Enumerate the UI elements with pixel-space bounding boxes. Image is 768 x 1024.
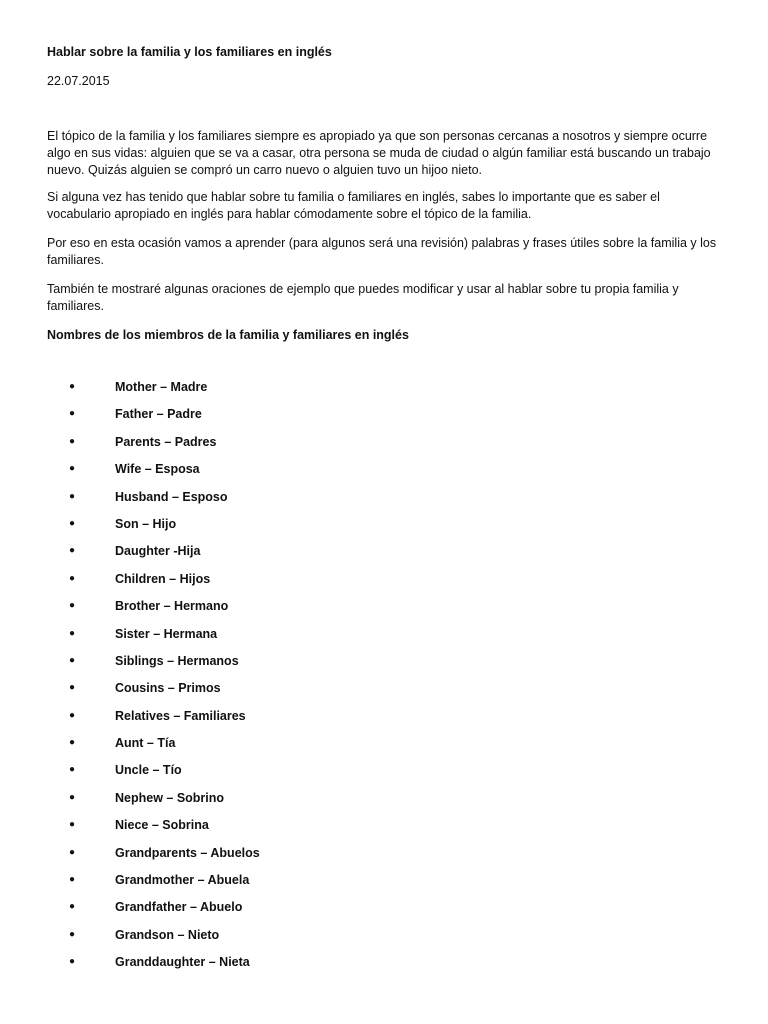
list-item bbox=[47, 735, 719, 762]
vocabulary-term: Granddaughter – Nieta bbox=[115, 955, 250, 970]
vocabulary-term: Siblings – Hermanos bbox=[115, 653, 239, 668]
bullet-icon: ● bbox=[69, 545, 76, 557]
document-title: Hablar sobre la familia y los familiares en inglés bbox=[47, 45, 332, 59]
list-item bbox=[47, 872, 719, 899]
vocabulary-term: Children – Hijos bbox=[115, 571, 211, 586]
list-item bbox=[47, 899, 719, 926]
vocabulary-term: Wife – Esposa bbox=[115, 462, 200, 477]
bullet-icon: ● bbox=[69, 901, 76, 913]
bullet-icon: ● bbox=[69, 627, 76, 639]
vocabulary-term: Son – Hijo bbox=[115, 516, 177, 531]
document-page bbox=[47, 44, 719, 982]
bullet-icon: ● bbox=[69, 791, 76, 803]
bullet-icon: ● bbox=[69, 381, 76, 392]
vocabulary-term: Grandparents – Abuelos bbox=[115, 845, 260, 860]
list-item bbox=[47, 543, 719, 570]
paragraph-intro: El tópico de la familia y los familiares siempre es apropiado ya que son personas cercanas a nosotros y siempre ocurre algo en sus vidas: alguien que se va a casar, otra persona se muda de ciudad o algún familiar está buscando un trabajo nuevo. Quizás alguien se compró un carro nuevo o alguien tuvo un hijoo nieto. bbox=[47, 129, 711, 177]
list-item bbox=[47, 790, 719, 817]
document-date: 22.07.2015 bbox=[47, 74, 110, 88]
list-item bbox=[47, 817, 719, 844]
vocabulary-list bbox=[47, 379, 719, 982]
vocabulary-term: Relatives – Familiares bbox=[115, 708, 246, 723]
vocabulary-term: Grandfather – Abuelo bbox=[115, 900, 243, 915]
vocabulary-term: Mother – Madre bbox=[115, 380, 208, 394]
list-item bbox=[47, 571, 719, 598]
vocabulary-term: Brother – Hermano bbox=[115, 599, 229, 614]
list-item bbox=[47, 680, 719, 707]
list-item bbox=[47, 461, 719, 488]
list-item bbox=[47, 489, 719, 516]
bullet-icon: ● bbox=[69, 517, 76, 529]
paragraph-example-sentences: También te mostraré algunas oraciones de ejemplo que puedes modificar y usar al hablar sobre tu propia familia y familiares. bbox=[47, 282, 679, 313]
vocabulary-term: Cousins – Primos bbox=[115, 681, 221, 696]
vocabulary-term: Husband – Esposo bbox=[115, 489, 228, 504]
bullet-icon: ● bbox=[69, 764, 76, 776]
list-item bbox=[47, 516, 719, 543]
bullet-icon: ● bbox=[69, 928, 76, 940]
vocabulary-term: Parents – Padres bbox=[115, 434, 217, 449]
section-heading: Nombres de los miembros de la familia y familiares en inglés bbox=[47, 328, 409, 342]
vocabulary-term: Grandson – Nieto bbox=[115, 927, 220, 942]
bullet-icon: ● bbox=[69, 682, 76, 694]
list-item bbox=[47, 845, 719, 872]
list-item bbox=[47, 406, 719, 433]
bullet-icon: ● bbox=[69, 490, 76, 502]
bullet-icon: ● bbox=[69, 846, 76, 858]
vocabulary-term: Sister – Hermana bbox=[115, 626, 218, 641]
bullet-icon: ● bbox=[69, 737, 76, 749]
vocabulary-term: Grandmother – Abuela bbox=[115, 873, 250, 888]
bullet-icon: ● bbox=[69, 572, 76, 584]
list-item bbox=[47, 379, 719, 406]
bullet-icon: ● bbox=[69, 654, 76, 666]
list-item bbox=[47, 598, 719, 625]
bullet-icon: ● bbox=[69, 600, 76, 612]
list-item bbox=[47, 653, 719, 680]
bullet-icon: ● bbox=[69, 408, 76, 420]
vocabulary-term: Nephew – Sobrino bbox=[115, 790, 225, 805]
list-item bbox=[47, 708, 719, 735]
paragraph-vocabulary-importance: Si alguna vez has tenido que hablar sobre tu familia o familiares en inglés, sabes lo importante que es saber el vocabulario apropiado en inglés para hablar cómodamente sobre el tópico de la familia. bbox=[47, 190, 660, 221]
paragraph-lesson-purpose: Por eso en esta ocasión vamos a aprender (para algunos será una revisión) palabras y frases útiles sobre la familia y los familiares. bbox=[47, 236, 717, 267]
list-item bbox=[47, 954, 719, 981]
bullet-icon: ● bbox=[69, 463, 76, 475]
vocabulary-term: Daughter -Hija bbox=[115, 544, 201, 559]
list-item bbox=[47, 626, 719, 653]
bullet-icon: ● bbox=[69, 709, 76, 721]
bullet-icon: ● bbox=[69, 956, 76, 968]
vocabulary-term: Father – Padre bbox=[115, 407, 202, 422]
list-item bbox=[47, 434, 719, 461]
vocabulary-term: Niece – Sobrina bbox=[115, 818, 209, 833]
bullet-icon: ● bbox=[69, 874, 76, 886]
bullet-icon: ● bbox=[69, 819, 76, 831]
list-item bbox=[47, 762, 719, 789]
bullet-icon: ● bbox=[69, 435, 76, 447]
vocabulary-term: Aunt – Tía bbox=[115, 736, 176, 751]
list-item bbox=[47, 927, 719, 954]
vocabulary-term: Uncle – Tío bbox=[115, 763, 182, 778]
